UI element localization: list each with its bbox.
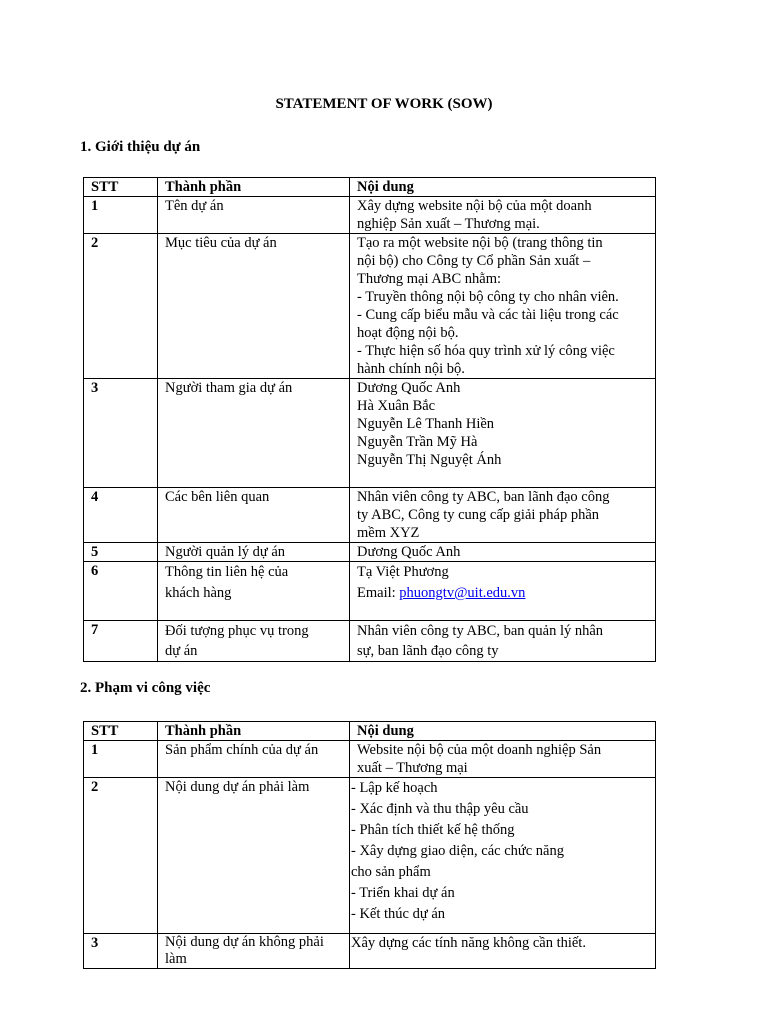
row-content: - Lập kế hoạch - Xác định và thu thập yêu cầu - Phân tích thiết kế hệ thống - Xây dựng giao diện, các chức năng cho sản phẩm - Triển khai dự án - Kết thúc dự án [350,778,656,934]
email-link[interactable]: phuongtv@uit.edu.vn [399,585,526,601]
row-component: Mục tiêu của dự án [158,234,350,379]
row-stt: 2 [84,778,158,934]
project-intro-table [83,177,656,662]
scope-of-work-table [83,721,656,969]
table-row [84,621,656,662]
row-component: Nội dung dự án phải làm [158,778,350,934]
row-component: Đối tượng phục vụ trong dự án [158,621,350,662]
table-row [84,488,656,543]
row-content: Nhân viên công ty ABC, ban quản lý nhân sự, ban lãnh đạo công ty [350,621,656,662]
row-content: Tạo ra một website nội bộ (trang thông tin nội bộ) cho Công ty Cổ phần Sản xuất – Thương mại ABC nhằm: - Truyền thông nội bộ công ty cho nhân viên. - Cung cấp biểu mẫu và các tài liệu trong các hoạt động nội bộ. - Thực hiện số hóa quy trình xử lý công việc hành chính nội bộ. [350,234,656,379]
row-content: Website nội bộ của một doanh nghiệp Sản xuất – Thương mại [350,741,656,778]
row-content [350,562,656,621]
row-stt: 4 [84,488,158,543]
row-stt: 3 [84,934,158,969]
row-content: Dương Quốc Anh [350,543,656,562]
table-row [84,234,656,379]
table-row [84,741,656,778]
table-header-row [84,722,656,741]
header-stt: STT [84,722,158,741]
row-content: Nhân viên công ty ABC, ban lãnh đạo công ty ABC, Công ty cung cấp giải pháp phần mềm XYZ [350,488,656,543]
table-row [84,379,656,488]
row-content: Xây dựng các tính năng không cần thiết. [350,934,656,969]
contact-name: Tạ Việt Phương [357,564,449,580]
row-component: Thông tin liên hệ của khách hàng [158,562,350,621]
row-component: Tên dự án [158,197,350,234]
section-2-heading: 2. Phạm vi công việc [80,680,211,696]
row-stt: 1 [84,197,158,234]
row-stt: 5 [84,543,158,562]
row-content: Xây dựng website nội bộ của một doanh nghiệp Sản xuất – Thương mại. [350,197,656,234]
row-stt: 7 [84,621,158,662]
table-row [84,934,656,969]
row-content: Dương Quốc Anh Hà Xuân Bắc Nguyễn Lê Thanh Hiền Nguyễn Trần Mỹ Hà Nguyễn Thị Nguyệt Ánh [350,379,656,488]
header-content: Nội dung [350,178,656,197]
document-title: STATEMENT OF WORK (SOW) [275,96,493,112]
row-component: Các bên liên quan [158,488,350,543]
table-row [84,562,656,621]
header-content: Nội dung [350,722,656,741]
row-stt: 3 [84,379,158,488]
row-stt: 1 [84,741,158,778]
row-component: Người tham gia dự án [158,379,350,488]
table-header-row [84,178,656,197]
row-component: Người quản lý dự án [158,543,350,562]
row-component: Nội dung dự án không phải làm [158,934,350,969]
row-stt: 6 [84,562,158,621]
table-row [84,543,656,562]
email-label: Email: [357,585,400,601]
header-stt: STT [84,178,158,197]
header-component: Thành phần [158,178,350,197]
section-1-heading: 1. Giới thiệu dự án [80,139,201,155]
table-row [84,197,656,234]
row-stt: 2 [84,234,158,379]
table-row [84,778,656,934]
row-component: Sản phẩm chính của dự án [158,741,350,778]
header-component: Thành phần [158,722,350,741]
